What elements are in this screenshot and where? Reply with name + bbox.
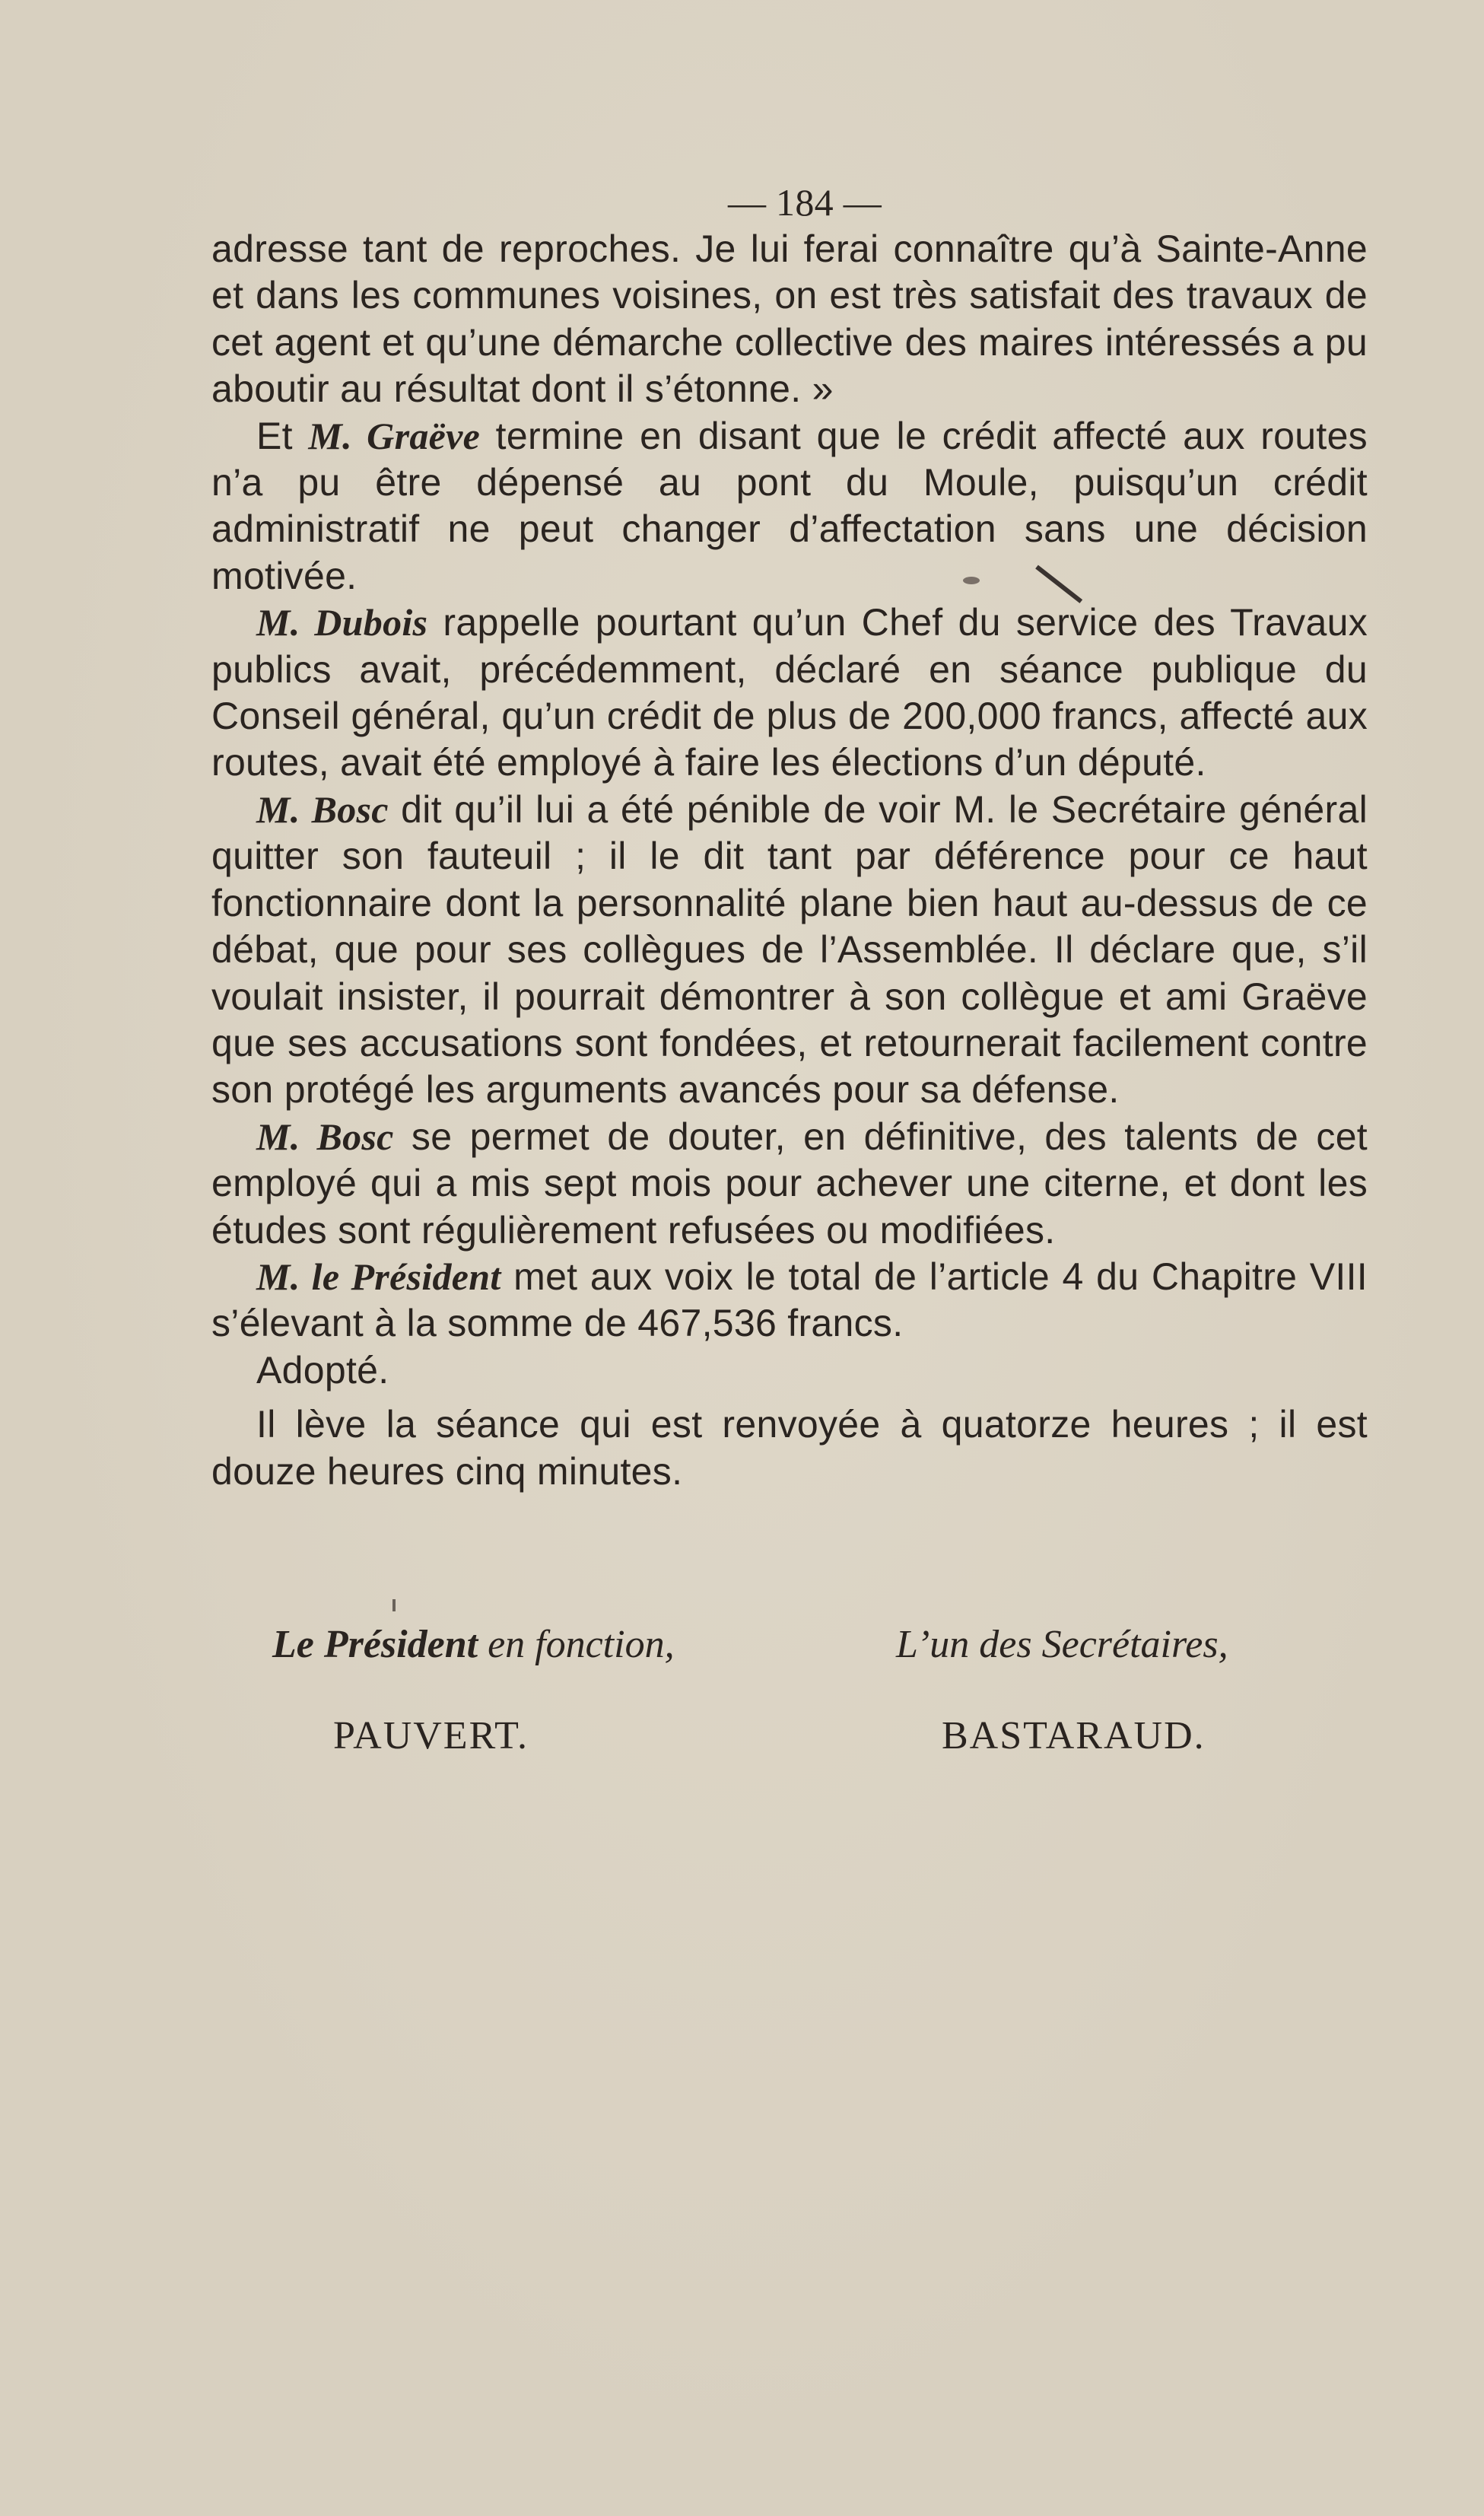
paragraph-1 (211, 226, 1368, 413)
president-title (211, 1622, 790, 1675)
speaker-name: M. le Président (256, 1255, 501, 1298)
paragraph-text: Il lève la séance qui est renvoyée à quatorze heures ; il est douze heures cinq minutes. (211, 1403, 1368, 1493)
speaker-name: M. Bosc (256, 787, 389, 831)
paragraph-text: rappelle pourtant qu’un Chef du service des Travaux publics avait, précédemment, déclaré en séance publique du Conseil général, qu’un crédit de plus de 200,000 francs, affecté aux routes, avait été employé à faire les élections d’un député. (211, 601, 1368, 784)
paragraph-8 (211, 1401, 1368, 1495)
president-name: PAUVERT. (333, 1714, 529, 1757)
paragraph-7 (211, 1347, 1368, 1394)
president-title-bold: Le Président (272, 1623, 478, 1666)
signature-block (211, 1622, 1368, 1757)
paragraph-4 (211, 787, 1368, 1114)
paragraph-text: se permet de douter, en définitive, des talents de cet employé qui a mis sept mois pour achever une citerne, et dont les études sont régulièrement refusées ou modifiées. (211, 1115, 1368, 1252)
body-text (211, 180, 1368, 1495)
paragraph-text: met aux voix le total de l’article 4 du Chapitre VIII s’élevant à la somme de 467,536 francs. (211, 1255, 1368, 1345)
paragraph-text: adresse tant de reproches. Je lui ferai connaître qu’à Sainte-Anne et dans les communes voisines, on est très satisfait des travaux de cet agent et qu’une démarche collective des maires intéressés a pu aboutir au résultat dont il s’étonne. » (211, 227, 1368, 411)
paragraph-6 (211, 1254, 1368, 1347)
paragraph-text: Adopté. (256, 1348, 389, 1392)
paragraph-5 (211, 1114, 1368, 1254)
president-title-rest: en fonction, (478, 1623, 675, 1666)
paragraph-2 (211, 413, 1368, 600)
signature-titles (211, 1622, 1368, 1675)
paragraph-text: termine en disant que le crédit affecté aux routes n’a pu être dépensé au pont du Moule, puisqu’un crédit administratif ne peut changer d’affectation sans une décision motivée. (211, 414, 1368, 597)
print-speck (392, 1599, 396, 1611)
print-speck (963, 577, 980, 584)
page-number: — 184 — (727, 181, 882, 224)
signature-names (211, 1675, 1368, 1757)
secretary-title: L’un des Secrétaires, (896, 1623, 1228, 1666)
secretary-name: BASTARAUD. (942, 1714, 1206, 1757)
paragraph-text: Et (256, 414, 309, 457)
speaker-name: M. Graëve (308, 414, 481, 457)
speaker-name: M. Dubois (256, 601, 428, 644)
paragraph-3 (211, 600, 1368, 787)
paragraph-text: dit qu’il lui a été pénible de voir M. le Secrétaire général quitter son fauteuil ; il le dit tant par déférence pour ce haut fonctionnaire dont la personnalité plane bien haut au-dessus de ce débat, que pour ses collègues de l’Assemblée. Il déclare que, s’il voulait insister, il pourrait démontrer à son collègue et ami Graëve que ses accusations sont fondées, et retournerait facilement contre son protégé les arguments avancés pour sa défense. (211, 787, 1368, 1112)
speaker-name: M. Bosc (256, 1115, 394, 1158)
